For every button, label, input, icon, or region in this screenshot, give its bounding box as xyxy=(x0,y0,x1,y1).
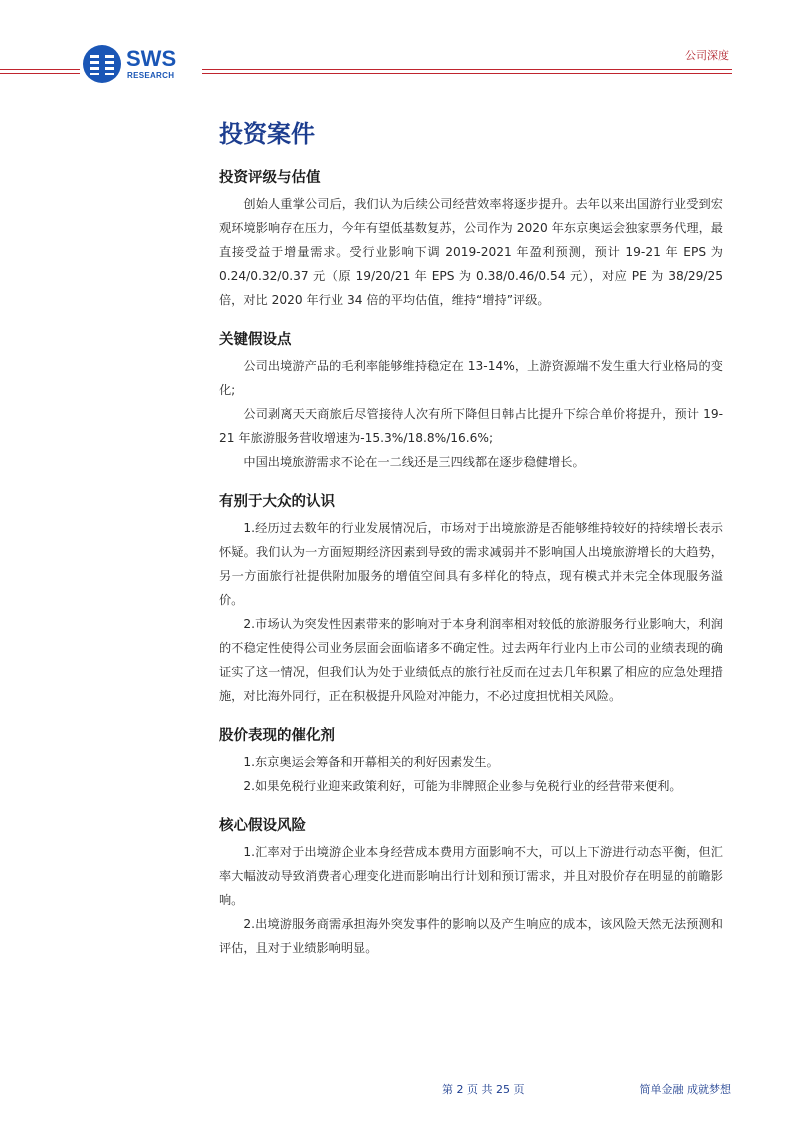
paragraph: 2.如果免税行业迎来政策利好，可能为非牌照企业参与免税行业的经营带来便利。 xyxy=(243,779,682,793)
header-rule xyxy=(202,73,732,74)
paragraph: 1.汇率对于出境游企业本身经营成本费用方面影响不大，可以上下游进行动态平衡，但汇率大幅波动导致消费者心理变化进而影响出行计划和预订需求，并且对股价存在明显的前瞻影响。 xyxy=(219,845,723,907)
paragraph: 公司剥离天天商旅后尽管接待人次有所下降但日韩占比提升下综合单价将提升，预计 19-21 年旅游服务营收增速为-15.3%/18.8%/16.6%; xyxy=(219,407,723,445)
paragraph: 中国出境旅游需求不论在一二线还是三四线都在逐步稳健增长。 xyxy=(243,455,585,469)
paragraph: 公司出境游产品的毛利率能够维持稳定在 13-14%，上游资源端不发生重大行业格局的变化; xyxy=(219,359,723,397)
paragraph: 2.市场认为突发性因素带来的影响对于本身利润率相对较低的旅游服务行业影响大，利润的不稳定性使得公司业务层面会面临诸多不确定性。过去两年行业内上市公司的业绩表现的确证实了这一情况，但我们认为处于业绩低点的旅行社反而在过去几年积累了相应的应急处理措施，对比海外同行，正在积极提升风险对冲能力，不必过度担忧相关风险。 xyxy=(219,617,723,703)
page-title: 投资案件 xyxy=(219,120,315,148)
section-key-assumptions xyxy=(219,328,723,474)
sws-logo xyxy=(82,44,192,84)
section-heading: 股价表现的催化剂 xyxy=(219,728,335,744)
section-heading: 核心假设风险 xyxy=(219,818,306,834)
section-risks xyxy=(219,814,723,960)
paragraph: 1.东京奥运会筹备和开幕相关的利好因素发生。 xyxy=(243,755,499,769)
header-rule xyxy=(202,69,732,70)
section-differentiated-view xyxy=(219,490,723,708)
section-catalysts xyxy=(219,724,723,798)
paragraph: 2.出境游服务商需承担海外突发事件的影响以及产生响应的成本，该风险天然无法预测和评估，且对于业绩影响明显。 xyxy=(219,917,723,955)
section-heading: 投资评级与估值 xyxy=(219,170,321,186)
document-body xyxy=(219,116,723,976)
footer-slogan: 简单金融 成就梦想 xyxy=(639,1083,731,1096)
sws-logo-icon xyxy=(82,44,122,84)
header-rule xyxy=(0,73,80,74)
paragraph: 创始人重掌公司后，我们认为后续公司经营效率将逐步提升。去年以来出国游行业受到宏观环境影响存在压力，今年有望低基数复苏，公司作为 2020 年东京奥运会独家票务代理，最直接受益于增量需求。受行业影响下调 2019-2021 年盈利预测，预计 19-21 年 EPS 为 0.24/0.32/0.37 元（原 19/20/21 年 EPS 为 0.38/0.46/0.54 元），对应 PE 为 38/29/25 倍，对比 2020 年行业 34 倍的平均估值，维持“增持”评级。 xyxy=(219,197,723,307)
section-rating-valuation xyxy=(219,166,723,312)
page-number: 第 2 页 共 25 页 xyxy=(442,1083,525,1096)
paragraph: 1.经历过去数年的行业发展情况后，市场对于出境旅游是否能够维持较好的持续增长表示怀疑。我们认为一方面短期经济因素到导致的需求减弱并不影响国人出境旅游增长的大趋势，另一方面旅行社提供附加服务的增值空间具有多样化的特点，现有模式并未完全体现服务溢价。 xyxy=(219,521,723,607)
section-heading: 有别于大众的认识 xyxy=(219,494,335,510)
report-type-label: 公司深度 xyxy=(685,49,729,62)
logo-wordmark: SWS xyxy=(126,46,177,71)
header-rule xyxy=(0,69,80,70)
section-heading: 关键假设点 xyxy=(219,332,292,348)
logo-subtext: RESEARCH xyxy=(127,71,175,80)
